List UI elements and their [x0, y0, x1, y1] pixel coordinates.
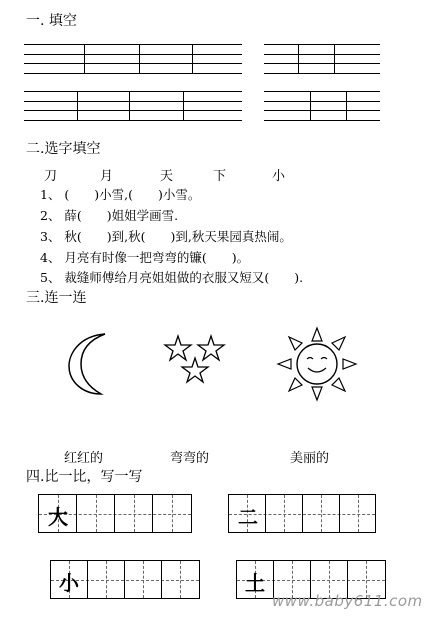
- choice-character: 月: [100, 169, 114, 184]
- character-grid: [38, 494, 192, 533]
- adjective-label: 红红的: [64, 451, 104, 466]
- section4-title: 四.比一比，写一写: [26, 469, 143, 485]
- question-item: 2、 薛( )姐姐学画雪.: [40, 208, 179, 223]
- question-item: 5、 裁缝师傅给月亮姐姐做的衣服又短又( ).: [40, 270, 304, 285]
- model-character: 小: [59, 571, 79, 595]
- writing-staff: [24, 91, 242, 121]
- section1-title: 一. 填空: [26, 13, 77, 29]
- writing-staff: [264, 91, 380, 121]
- character-grid: [228, 494, 376, 533]
- model-character: 土: [245, 571, 265, 595]
- question-item: 1、 ( )小雪,( )小雪。: [40, 187, 201, 202]
- adjective-label: 弯弯的: [170, 451, 210, 466]
- section2-title: 二.选字填空: [26, 141, 101, 157]
- stars-icon: [162, 334, 228, 386]
- sun-icon: [276, 326, 358, 402]
- model-character: 大: [48, 505, 68, 529]
- writing-staff: [264, 44, 380, 74]
- watermark: www.baby611.com: [272, 592, 423, 610]
- choice-character: 刀: [44, 169, 58, 184]
- question-item: 4、 月亮有时像一把弯弯的镰( )。: [40, 250, 250, 265]
- character-grid: [50, 560, 200, 599]
- choice-character: 小: [272, 169, 286, 184]
- model-character: 二: [238, 505, 258, 529]
- moon-icon: [65, 330, 113, 398]
- question-item: 3、 秋( )到,秋( )到,秋天果园真热闹。: [40, 229, 292, 244]
- section3-title: 三.连一连: [26, 290, 87, 306]
- choice-character: 下: [213, 169, 227, 184]
- adjective-label: 美丽的: [290, 451, 330, 466]
- writing-staff: [24, 44, 242, 74]
- choice-character: 天: [160, 169, 174, 184]
